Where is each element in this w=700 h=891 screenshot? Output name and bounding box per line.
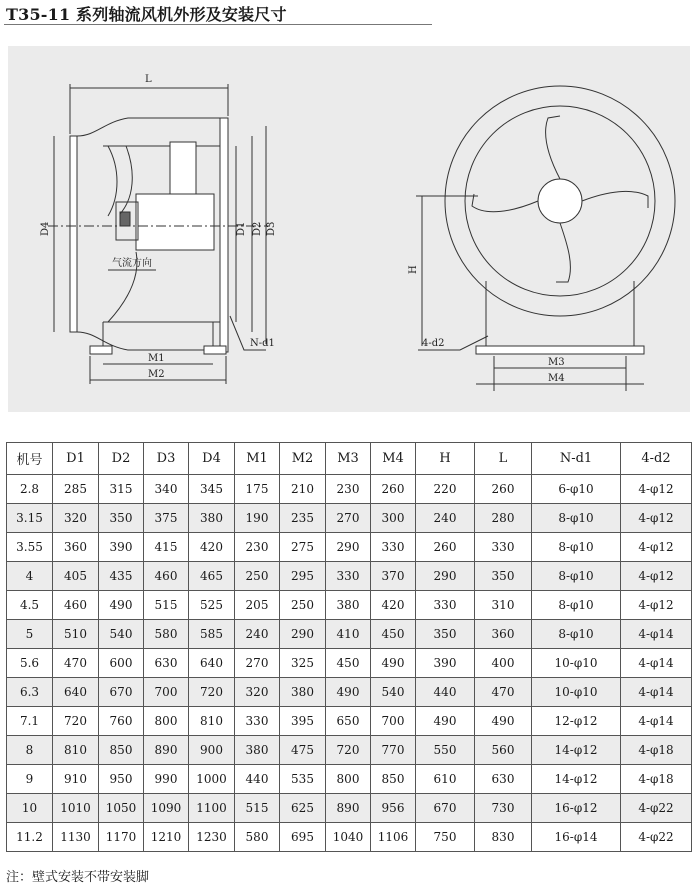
page-title: T35-11 系列轴流风机外形及安装尺寸	[6, 5, 287, 24]
table-cell: 4-φ12	[621, 475, 692, 504]
table-cell: 850	[371, 765, 416, 794]
table-row	[7, 823, 692, 852]
table-cell: 11.2	[7, 823, 53, 852]
table-cell: 270	[326, 504, 371, 533]
table-cell: 415	[144, 533, 189, 562]
table-row	[7, 620, 692, 649]
table-row	[7, 794, 692, 823]
technical-drawing	[8, 46, 690, 412]
table-cell: 325	[280, 649, 326, 678]
table-cell: 435	[99, 562, 144, 591]
table-cell: 10	[7, 794, 53, 823]
table-cell: 260	[475, 475, 532, 504]
dim-label-n-d1: N-d1	[250, 338, 275, 349]
table-cell: 230	[326, 475, 371, 504]
table-cell: 490	[416, 707, 475, 736]
table-cell: 400	[475, 649, 532, 678]
table-cell: 720	[189, 678, 235, 707]
table-cell: 3.55	[7, 533, 53, 562]
table-cell: 695	[280, 823, 326, 852]
table-row	[7, 765, 692, 794]
table-cell: 670	[416, 794, 475, 823]
table-cell: 270	[235, 649, 280, 678]
table-cell: 1090	[144, 794, 189, 823]
table-cell: 4-φ14	[621, 678, 692, 707]
table-cell: 720	[53, 707, 99, 736]
table-cell: 220	[416, 475, 475, 504]
table-cell: 345	[189, 475, 235, 504]
table-cell: 310	[475, 591, 532, 620]
table-cell: 490	[99, 591, 144, 620]
table-cell: 4.5	[7, 591, 53, 620]
table-cell: 4-φ22	[621, 823, 692, 852]
table-cell: 630	[475, 765, 532, 794]
table-row	[7, 533, 692, 562]
table-cell: 900	[189, 736, 235, 765]
table-cell: 330	[475, 533, 532, 562]
table-cell: 650	[326, 707, 371, 736]
table-cell: 240	[235, 620, 280, 649]
table-header-cell: D3	[144, 443, 189, 475]
table-cell: 3.15	[7, 504, 53, 533]
dim-label-l: L	[145, 74, 152, 85]
title-divider	[4, 24, 432, 25]
table-cell: 1230	[189, 823, 235, 852]
table-header-cell: L	[475, 443, 532, 475]
table-header-cell: 4-d2	[621, 443, 692, 475]
table-cell: 330	[371, 533, 416, 562]
table-cell: 280	[475, 504, 532, 533]
table-cell: 350	[99, 504, 144, 533]
table-cell: 405	[53, 562, 99, 591]
table-cell: 510	[53, 620, 99, 649]
table-cell: 260	[371, 475, 416, 504]
table-cell: 1050	[99, 794, 144, 823]
table-cell: 205	[235, 591, 280, 620]
table-cell: 640	[53, 678, 99, 707]
table-cell: 12-φ12	[532, 707, 621, 736]
table-cell: 515	[235, 794, 280, 823]
table-header-cell: M3	[326, 443, 371, 475]
table-cell: 1130	[53, 823, 99, 852]
table-cell: 630	[144, 649, 189, 678]
table-header-cell: D1	[53, 443, 99, 475]
table-cell: 890	[144, 736, 189, 765]
table-header-cell: M2	[280, 443, 326, 475]
table-cell: 14-φ12	[532, 765, 621, 794]
table-cell: 275	[280, 533, 326, 562]
dim-label-h: H	[408, 265, 419, 274]
table-cell: 230	[235, 533, 280, 562]
table-cell: 290	[280, 620, 326, 649]
table-cell: 440	[416, 678, 475, 707]
table-cell: 640	[189, 649, 235, 678]
table-cell: 1210	[144, 823, 189, 852]
table-cell: 330	[326, 562, 371, 591]
table-cell: 580	[235, 823, 280, 852]
table-cell: 390	[99, 533, 144, 562]
table-cell: 175	[235, 475, 280, 504]
dim-label-d2: D2	[252, 221, 263, 236]
table-cell: 810	[53, 736, 99, 765]
table-header-cell: D4	[189, 443, 235, 475]
table-cell: 760	[99, 707, 144, 736]
table-cell: 380	[235, 736, 280, 765]
dimension-table	[6, 442, 692, 852]
table-cell: 465	[189, 562, 235, 591]
table-cell: 190	[235, 504, 280, 533]
table-cell: 320	[53, 504, 99, 533]
table-cell: 9	[7, 765, 53, 794]
table-cell: 295	[280, 562, 326, 591]
table-cell: 360	[475, 620, 532, 649]
table-cell: 420	[371, 591, 416, 620]
table-cell: 8-φ10	[532, 591, 621, 620]
table-cell: 625	[280, 794, 326, 823]
table-cell: 910	[53, 765, 99, 794]
table-cell: 750	[416, 823, 475, 852]
table-header-cell: H	[416, 443, 475, 475]
table-cell: 320	[235, 678, 280, 707]
table-cell: 8	[7, 736, 53, 765]
table-cell: 285	[53, 475, 99, 504]
table-cell: 525	[189, 591, 235, 620]
drawing-panel	[8, 46, 690, 412]
table-cell: 350	[475, 562, 532, 591]
table-cell: 260	[416, 533, 475, 562]
table-cell: 390	[416, 649, 475, 678]
table-cell: 290	[326, 533, 371, 562]
table-cell: 380	[326, 591, 371, 620]
table-row	[7, 591, 692, 620]
table-cell: 235	[280, 504, 326, 533]
table-cell: 4-φ22	[621, 794, 692, 823]
table-row	[7, 475, 692, 504]
table-cell: 4-φ14	[621, 620, 692, 649]
table-cell: 890	[326, 794, 371, 823]
table-cell: 475	[280, 736, 326, 765]
table-cell: 490	[371, 649, 416, 678]
table-cell: 8-φ10	[532, 533, 621, 562]
table-cell: 1106	[371, 823, 416, 852]
table-cell: 956	[371, 794, 416, 823]
table-cell: 16-φ14	[532, 823, 621, 852]
table-cell: 290	[416, 562, 475, 591]
table-cell: 560	[475, 736, 532, 765]
table-header-row	[7, 443, 692, 475]
table-cell: 4-φ12	[621, 591, 692, 620]
table-cell: 330	[235, 707, 280, 736]
dim-label-4-d2: 4-d2	[422, 338, 445, 349]
table-cell: 210	[280, 475, 326, 504]
table-cell: 4-φ12	[621, 504, 692, 533]
table-cell: 550	[416, 736, 475, 765]
table-header-cell: D2	[99, 443, 144, 475]
table-row	[7, 736, 692, 765]
table-cell: 4	[7, 562, 53, 591]
table-row	[7, 678, 692, 707]
table-cell: 6.3	[7, 678, 53, 707]
table-cell: 460	[53, 591, 99, 620]
table-cell: 5.6	[7, 649, 53, 678]
table-cell: 540	[371, 678, 416, 707]
dim-label-m2: M2	[148, 369, 165, 380]
table-cell: 2.8	[7, 475, 53, 504]
table-cell: 490	[475, 707, 532, 736]
table-cell: 1010	[53, 794, 99, 823]
table-row	[7, 649, 692, 678]
table-cell: 670	[99, 678, 144, 707]
table-cell: 370	[371, 562, 416, 591]
table-cell: 14-φ12	[532, 736, 621, 765]
table-cell: 10-φ10	[532, 649, 621, 678]
table-cell: 6-φ10	[532, 475, 621, 504]
table-cell: 450	[371, 620, 416, 649]
table-cell: 375	[144, 504, 189, 533]
table-cell: 700	[371, 707, 416, 736]
table-cell: 5	[7, 620, 53, 649]
table-cell: 950	[99, 765, 144, 794]
table-cell: 770	[371, 736, 416, 765]
dim-label-m4: M4	[548, 373, 565, 384]
dim-label-m1: M1	[148, 353, 165, 364]
table-cell: 380	[189, 504, 235, 533]
table-cell: 450	[326, 649, 371, 678]
table-cell: 360	[53, 533, 99, 562]
table-cell: 800	[326, 765, 371, 794]
table-cell: 515	[144, 591, 189, 620]
table-cell: 8-φ10	[532, 620, 621, 649]
dim-label-d3: D3	[266, 221, 277, 236]
table-cell: 16-φ12	[532, 794, 621, 823]
table-cell: 315	[99, 475, 144, 504]
table-cell: 250	[280, 591, 326, 620]
table-cell: 420	[189, 533, 235, 562]
table-cell: 490	[326, 678, 371, 707]
table-cell: 240	[416, 504, 475, 533]
table-cell: 580	[144, 620, 189, 649]
table-cell: 535	[280, 765, 326, 794]
table-cell: 10-φ10	[532, 678, 621, 707]
table-cell: 395	[280, 707, 326, 736]
table-cell: 850	[99, 736, 144, 765]
table-cell: 610	[416, 765, 475, 794]
table-cell: 990	[144, 765, 189, 794]
table-cell: 8-φ10	[532, 504, 621, 533]
table-header-cell: N-d1	[532, 443, 621, 475]
table-cell: 250	[235, 562, 280, 591]
table-cell: 7.1	[7, 707, 53, 736]
table-cell: 410	[326, 620, 371, 649]
table-cell: 730	[475, 794, 532, 823]
table-cell: 4-φ12	[621, 562, 692, 591]
table-cell: 460	[144, 562, 189, 591]
table-cell: 1040	[326, 823, 371, 852]
table-cell: 800	[144, 707, 189, 736]
table-cell: 1100	[189, 794, 235, 823]
dim-label-d1: D1	[236, 221, 247, 236]
table-cell: 4-φ18	[621, 765, 692, 794]
table-cell: 1170	[99, 823, 144, 852]
table-header-cell: M1	[235, 443, 280, 475]
table-cell: 700	[144, 678, 189, 707]
table-cell: 810	[189, 707, 235, 736]
table-cell: 585	[189, 620, 235, 649]
dim-label-m3: M3	[548, 357, 565, 368]
table-cell: 4-φ14	[621, 649, 692, 678]
table-cell: 300	[371, 504, 416, 533]
table-cell: 4-φ12	[621, 533, 692, 562]
table-cell: 470	[53, 649, 99, 678]
table-cell: 720	[326, 736, 371, 765]
table-cell: 830	[475, 823, 532, 852]
table-cell: 4-φ14	[621, 707, 692, 736]
table-cell: 330	[416, 591, 475, 620]
table-cell: 600	[99, 649, 144, 678]
table-cell: 350	[416, 620, 475, 649]
dim-label-d4: D4	[40, 221, 51, 236]
table-cell: 340	[144, 475, 189, 504]
table-row	[7, 504, 692, 533]
front-view-drawing	[416, 86, 675, 391]
table-cell: 540	[99, 620, 144, 649]
table-cell: 380	[280, 678, 326, 707]
table-row	[7, 707, 692, 736]
table-cell: 470	[475, 678, 532, 707]
table-cell: 4-φ18	[621, 736, 692, 765]
footnote: 注：壁式安装不带安装脚	[6, 870, 150, 885]
table-cell: 1000	[189, 765, 235, 794]
table-header-cell: 机号	[7, 443, 53, 475]
table-cell: 8-φ10	[532, 562, 621, 591]
table-header-cell: M4	[371, 443, 416, 475]
table-row	[7, 562, 692, 591]
table-cell: 440	[235, 765, 280, 794]
airflow-label: 气流方向	[112, 258, 152, 269]
